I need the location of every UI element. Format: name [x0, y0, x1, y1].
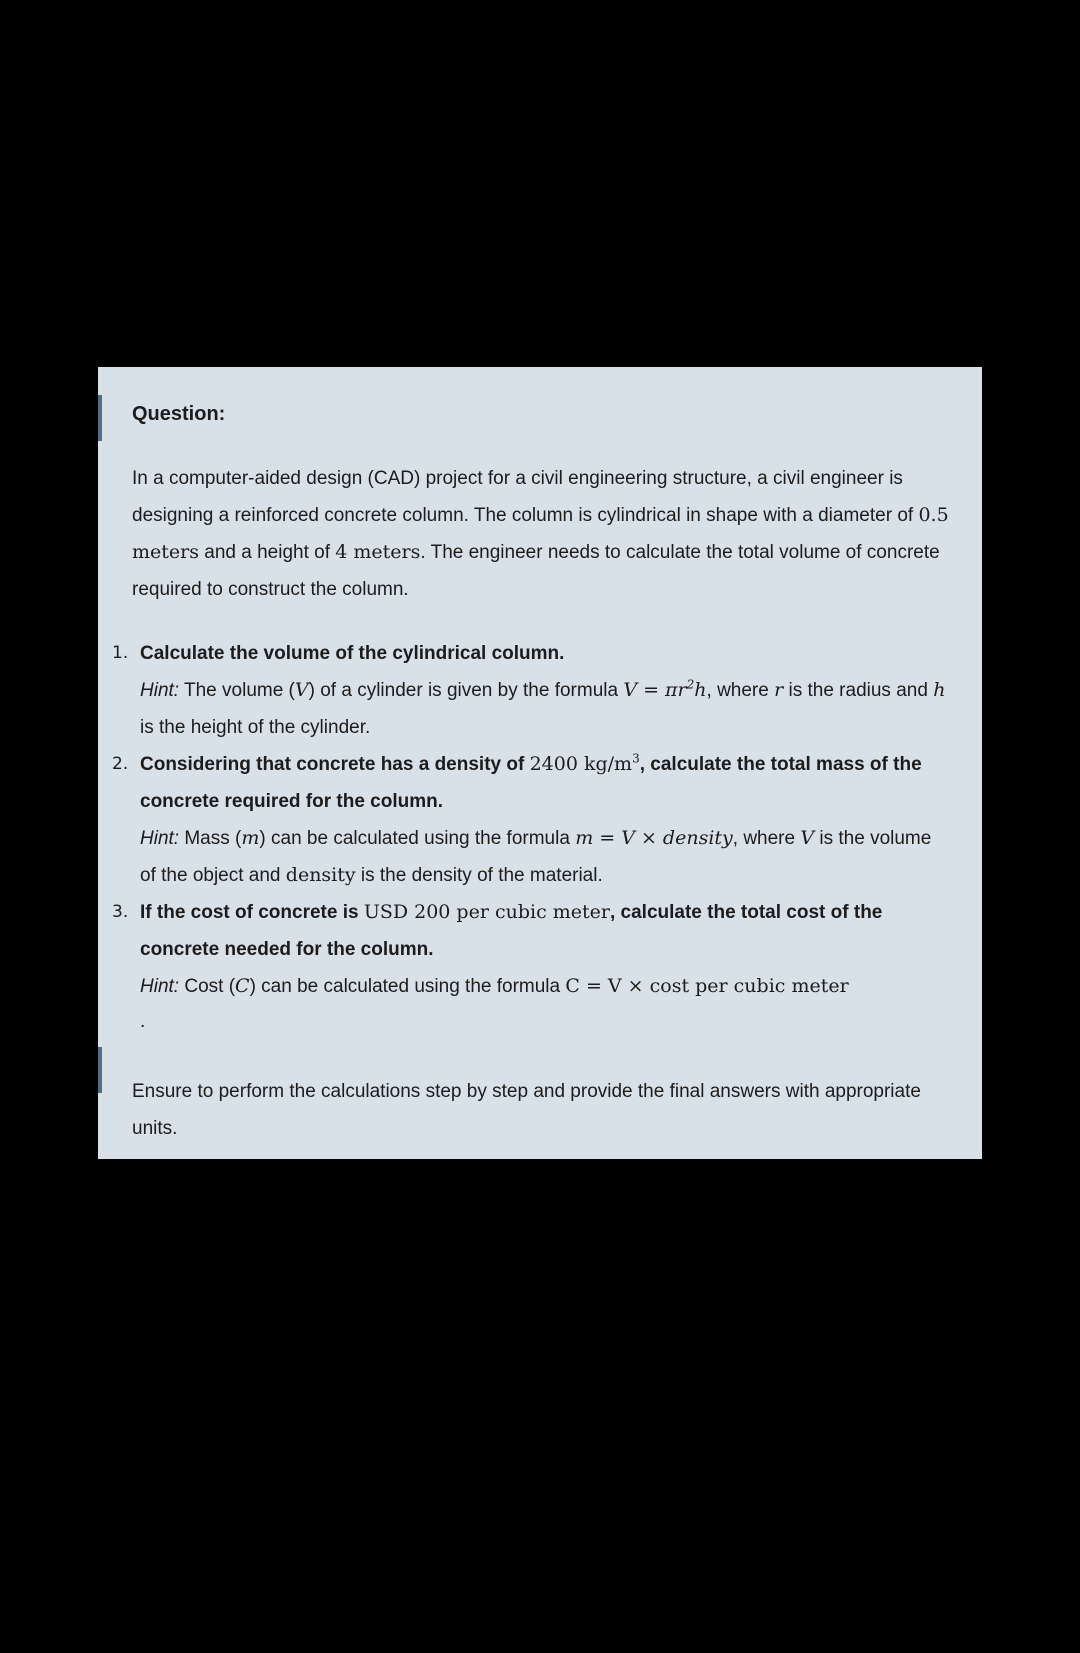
formula: C = V × cost per cubic meter: [565, 975, 849, 997]
task-list: [112, 635, 952, 1005]
item-hint: Hint: Mass (m) can be calculated using the formula m = V × density, where V is the volume of the object and density is the density of the material.: [140, 827, 932, 886]
stray-dot: .: [140, 1011, 146, 1032]
closing-note: Ensure to perform the calculations step by step and provide the final answers with appropriate units.: [132, 1081, 921, 1139]
list-item: [112, 894, 952, 1005]
item-title: Calculate the volume of the cylindrical column.: [140, 643, 565, 664]
item-hint: Hint: Cost (C) can be calculated using the formula C = V × cost per cubic meter: [140, 975, 849, 997]
question-card: [98, 367, 982, 1159]
item-title: If the cost of concrete is USD 200 per cubic meter, calculate the total cost of the concrete needed for the column.: [140, 901, 883, 960]
item-hint: Hint: The volume (V) of a cylinder is given by the formula $V = \pi r^2h$, where r is the radius and h is the height of the cylinder.: [140, 677, 946, 738]
list-item: [112, 635, 952, 746]
cost-value: USD 200 per cubic meter: [363, 901, 610, 923]
density-value: 2400 $kg/m^3$: [529, 751, 640, 775]
height-value: 4 meters: [335, 541, 421, 563]
item-title: Considering that concrete has a density of 2400 $kg/m^3$, calculate the total mass of the concrete required for the column.: [140, 751, 922, 812]
list-item: [112, 746, 952, 894]
accent-bar: [98, 395, 102, 441]
item-number: 3.: [112, 902, 129, 922]
item-number: 2.: [112, 754, 129, 774]
diameter-value: 0.5 meters: [132, 504, 949, 563]
accent-bar: [98, 1047, 102, 1093]
item-number: 1.: [112, 643, 129, 663]
formula: m = V × density: [575, 827, 733, 849]
question-intro: In a computer-aided design (CAD) project for a civil engineering structure, a civil engineer is designing a reinforced concrete column. The column is cylindrical in shape with a diameter of 0.5 meters and a height of 4 meters. The engineer needs to calculate the total volume of concrete required to construct the column.: [132, 468, 949, 600]
question-title: Question:: [132, 403, 226, 425]
formula: $V = \pi r^2h$: [623, 677, 707, 701]
